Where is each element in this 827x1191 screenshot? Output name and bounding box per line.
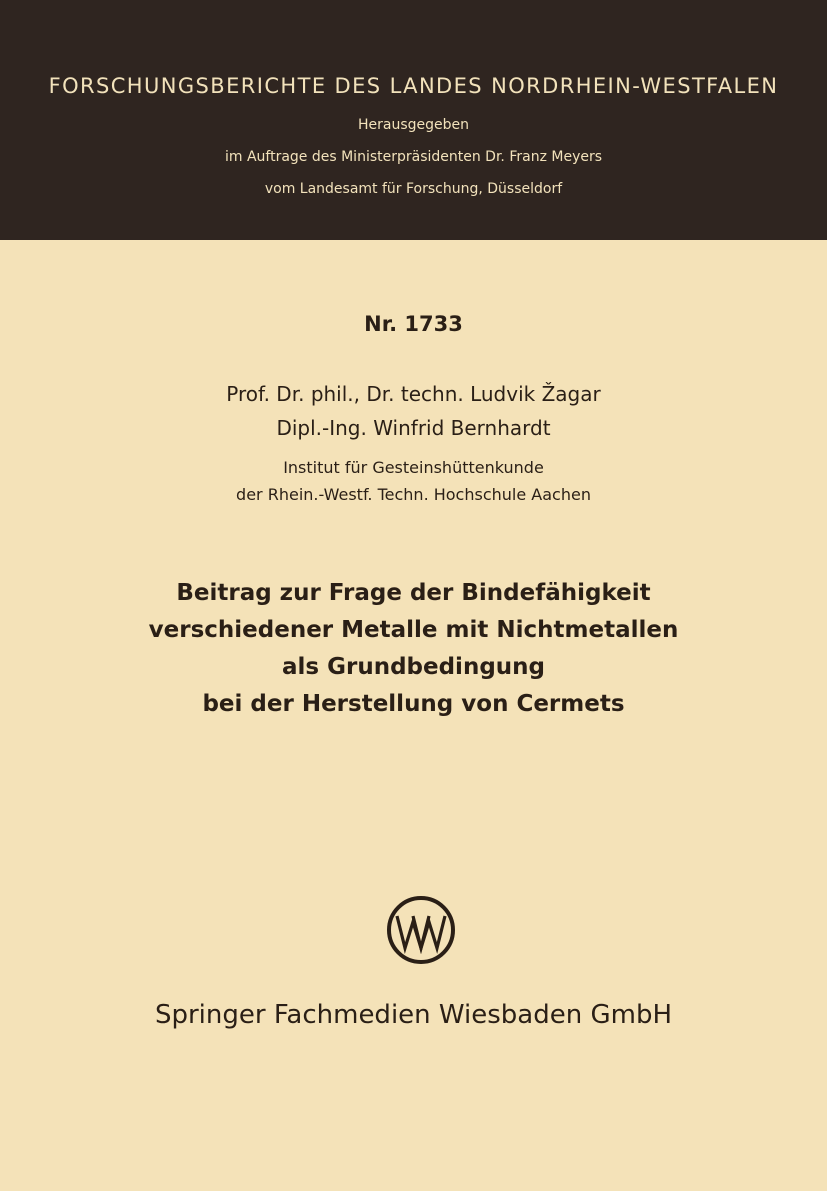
header-line-editor: Herausgegeben xyxy=(357,117,469,133)
institute-line-1: Institut für Gesteinshüttenkunde xyxy=(283,458,544,477)
author-1: Prof. Dr. phil., Dr. techn. Ludvik Žagar xyxy=(226,382,601,406)
institute-line-2: der Rhein.-Westf. Techn. Hochschule Aachen xyxy=(236,485,591,504)
book-title-line-2: verschiedener Metalle mit Nichtmetallen xyxy=(148,617,679,643)
publisher-name: Springer Fachmedien Wiesbaden GmbH xyxy=(154,1000,673,1030)
author-2: Dipl.-Ing. Winfrid Bernhardt xyxy=(276,416,551,440)
report-number: Nr. 1733 xyxy=(364,312,463,336)
header-line-commission: im Auftrage des Ministerpräsidenten Dr. Franz Meyers xyxy=(224,149,603,165)
series-header xyxy=(0,0,827,240)
header-line-office: vom Landesamt für Forschung, Düsseldorf xyxy=(264,181,563,197)
ww-publisher-logo-icon xyxy=(386,895,456,965)
book-title-line-4: bei der Herstellung von Cermets xyxy=(202,691,625,717)
series-title: FORSCHUNGSBERICHTE DES LANDES NORDRHEIN-WESTFALEN xyxy=(48,74,779,98)
book-title-line-1: Beitrag zur Frage der Bindefähigkeit xyxy=(176,580,651,606)
book-title-line-3: als Grundbedingung xyxy=(282,654,545,680)
